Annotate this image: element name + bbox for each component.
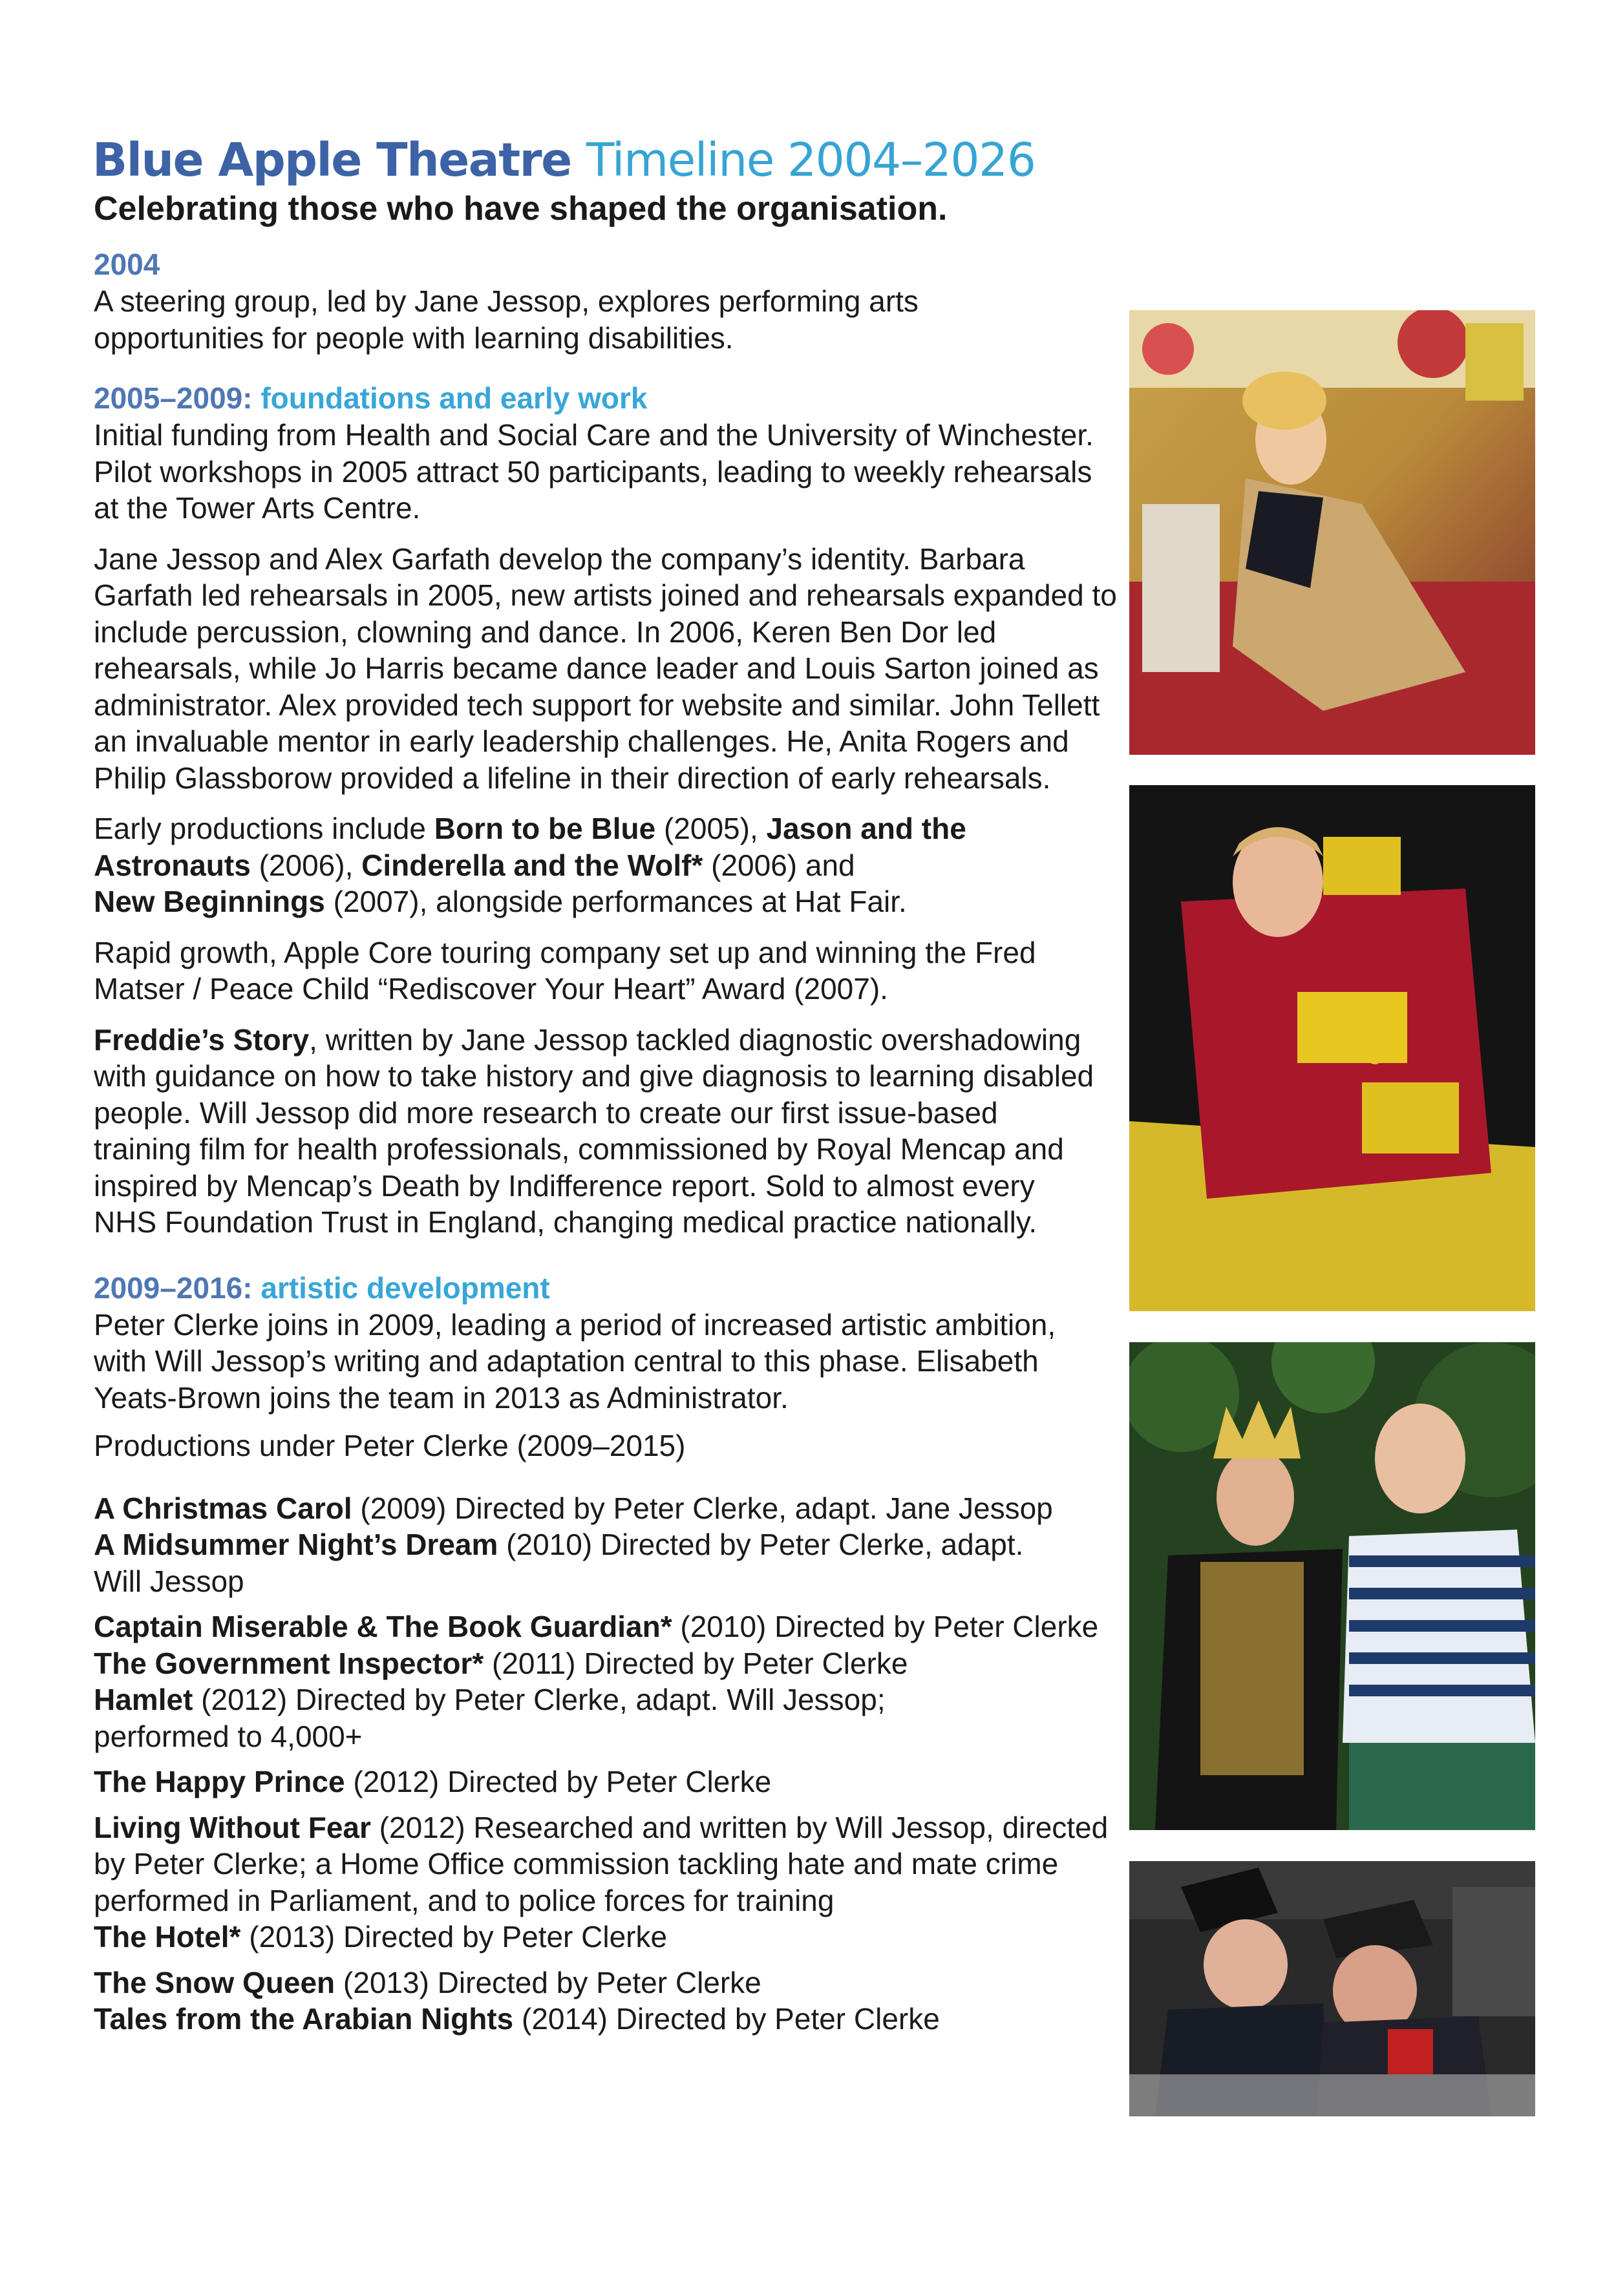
production-title: The Happy Prince <box>94 1765 345 1798</box>
list-item <box>94 1764 1134 1800</box>
list-item <box>94 1490 1134 1527</box>
freddies-story-title: Freddie’s Story <box>94 1022 310 1057</box>
production-detail: (2010) Directed by Peter Clerke <box>672 1610 1099 1643</box>
productions-intro: Productions under Peter Clerke (2009–2015) <box>94 1429 686 1462</box>
production-detail: (2011) Directed by Peter Clerke <box>484 1646 908 1680</box>
title-timeline: Timeline 2004–2026 <box>586 133 1036 187</box>
production-title: The Hotel* <box>94 1920 241 1954</box>
list-item <box>94 1681 999 1754</box>
production-title: The Government Inspector* <box>94 1646 484 1680</box>
page-subtitle: Celebrating those who have shaped the organisation. <box>94 190 948 227</box>
section-text-2004: A steering group, led by Jane Jessop, explores performing arts opportunities for people with learning disabilities. <box>94 284 919 355</box>
paragraph-growth: Rapid growth, Apple Core touring company set up and winning the Fred Matser / Peace Child “Rediscover Your Heart” Award (2007). <box>94 935 1036 1006</box>
list-item <box>94 2001 1134 2038</box>
production-year: (2005), <box>663 812 758 845</box>
early-productions-lead: Early productions include <box>94 812 426 845</box>
production-title: Captain Miserable & The Book Guardian* <box>94 1610 672 1643</box>
heading-theme: foundations and early work <box>260 381 648 415</box>
section-2004 <box>94 246 1141 356</box>
production-title: The Snow Queen <box>94 1965 335 1999</box>
production-year: (2006) and <box>711 848 855 882</box>
production-title: Cinderella and the Wolf* <box>361 848 703 882</box>
production-detail: (2012) Directed by Peter Clerke, adapt. Will Jessop; performed to 4,000+ <box>94 1683 886 1753</box>
list-item <box>94 1608 1134 1645</box>
production-detail: (2013) Directed by Peter Clerke <box>335 1965 761 1999</box>
list-item <box>94 1526 1037 1599</box>
list-item <box>94 1964 1134 2001</box>
production-year: (2006), <box>259 848 354 882</box>
list-item <box>94 1809 1109 1919</box>
list-item <box>94 1919 1134 1955</box>
production-detail: (2014) Directed by Peter Clerke <box>513 2002 940 2036</box>
heading-years: 2009–2016: <box>94 1270 253 1305</box>
productions-list <box>94 1490 1134 2038</box>
production-detail: (2012) Directed by Peter Clerke <box>345 1765 772 1798</box>
production-title: Hamlet <box>94 1683 193 1716</box>
section-2005-2009 <box>94 379 1141 1241</box>
section-2009-2016 <box>94 1269 1141 2038</box>
paragraph-freddies-story <box>94 1022 1102 1241</box>
production-title: Born to be Blue <box>434 812 656 845</box>
production-detail: (2010) Directed by Peter Clerke, adapt. Will Jessop <box>94 1528 1024 1598</box>
production-title: A Christmas Carol <box>94 1491 352 1525</box>
production-detail: (2009) Directed by Peter Clerke, adapt. Jane Jessop <box>352 1491 1053 1525</box>
production-title: Jason and the Astronauts <box>94 812 966 882</box>
production-detail: (2013) Directed by Peter Clerke <box>240 1920 668 1954</box>
production-title: New Beginnings <box>94 885 325 918</box>
photo-performer-reclining <box>1129 310 1535 755</box>
section-heading-2005-2009 <box>94 379 1141 417</box>
production-year: (2007), alongside performances at Hat Fair. <box>333 885 907 918</box>
heading-years: 2005–2009: <box>94 381 253 415</box>
section-heading-2004: 2004 <box>94 248 160 281</box>
photo-performers-soldiers <box>1129 1861 1535 2116</box>
paragraph-funding: Initial funding from Health and Social Care and the University of Winchester. Pilot workshops in 2005 attract 50 participants, leading to weekly rehearsals at the Tower Arts Centre. <box>94 418 1094 525</box>
production-title: A Midsummer Night’s Dream <box>94 1528 498 1561</box>
photo-performer-red-jacket <box>1129 785 1535 1311</box>
paragraph-identity: Jane Jessop and Alex Garfath develop the company’s identity. Barbara Garfath led rehearsals in 2005, new artists joined and rehearsals expanded to include percussion, clowning and dance. In 2006, Keren Ben Dor led rehearsals, while Jo Harris became dance leader and Louis Sarton joined as administrator. Alex provided tech support for website and similar. John Tellett an invaluable mentor in early leadership challenges. He, Anita Rogers and Philip Glassborow provided a lifeline in their direction of early rehearsals. <box>94 542 1117 795</box>
paragraph-peter-clerke: Peter Clerke joins in 2009, leading a period of increased artistic ambition, with Will Jessop’s writing and adaptation central to this phase. Elisabeth Yeats-Brown joins the team in 2013 as Administrator. <box>94 1307 1056 1415</box>
timeline-content <box>94 246 1141 2038</box>
heading-theme: artistic development <box>260 1270 550 1305</box>
production-detail: (2012) Researched and written by Will Jessop, directed by Peter Clerke; a Home Office commission tackling hate and mate crime performed in Parliament, and to police forces for training <box>94 1810 1109 1917</box>
title-organisation: Blue Apple Theatre <box>92 133 571 187</box>
page-title <box>92 132 1035 188</box>
freddies-story-text: , written by Jane Jessop tackled diagnostic overshadowing with guidance on how to take history and give diagnosis to learning disabled people. Will Jessop did more research to create our first issue-based training film for health professionals, commissioned by Royal Mencap and inspired by Mencap’s Death by Indifference report. Sold to almost every NHS Foundation Trust in England, changing medical practice nationally. <box>94 1022 1094 1239</box>
photo-performers-king-and-sailor <box>1129 1342 1535 1830</box>
production-title: Living Without Fear <box>94 1810 371 1844</box>
paragraph-early-productions <box>94 810 1012 920</box>
list-item <box>94 1645 1134 1682</box>
production-title: Tales from the Arabian Nights <box>94 2002 514 2036</box>
section-heading-2009-2016 <box>94 1269 1141 1307</box>
